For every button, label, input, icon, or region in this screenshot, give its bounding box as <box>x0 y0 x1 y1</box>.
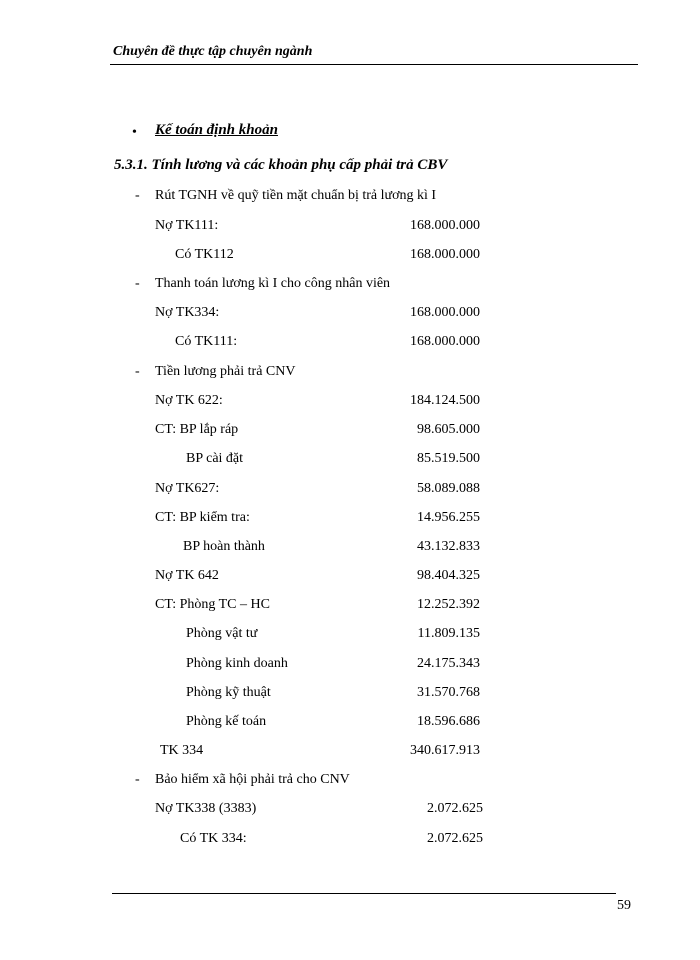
group-dash: - <box>135 188 140 203</box>
header-rule <box>110 64 638 65</box>
entry-amount: 31.570.768 <box>417 685 480 700</box>
entry-amount: 2.072.625 <box>427 801 483 816</box>
page-header-title: Chuyên đề thực tập chuyên ngành <box>113 44 313 59</box>
bullet-title: Kế toán định khoản <box>155 122 278 138</box>
entry-amount: 184.124.500 <box>410 393 480 408</box>
entry-label: CT: BP lắp ráp <box>155 422 239 437</box>
entry-amount: 98.404.325 <box>417 568 480 583</box>
group-title: Tiền lương phải trả CNV <box>155 364 296 379</box>
entry-amount: 18.596.686 <box>417 714 480 729</box>
entry-label: BP cài đặt <box>186 451 244 466</box>
group-dash: - <box>135 364 140 379</box>
entry-amount: 12.252.392 <box>417 597 480 612</box>
entry-label: CT: BP kiểm tra: <box>155 510 250 525</box>
entry-amount: 58.089.088 <box>417 481 480 496</box>
entry-amount: 98.605.000 <box>417 422 480 437</box>
group-dash: - <box>135 772 140 787</box>
group-title: Rút TGNH về quỹ tiền mặt chuẩn bị trả lương kì I <box>155 188 437 203</box>
entry-amount: 168.000.000 <box>410 218 480 233</box>
entry-label: CT: Phòng TC – HC <box>155 597 270 612</box>
entry-label: TK 334 <box>160 743 204 758</box>
entry-label: Nợ TK338 (3383) <box>155 801 257 816</box>
entry-amount: 2.072.625 <box>427 831 483 846</box>
entry-label: Nợ TK 622: <box>155 393 223 408</box>
footer-rule <box>112 893 616 894</box>
entry-amount: 340.617.913 <box>410 743 480 758</box>
entry-amount: 11.809.135 <box>417 626 480 641</box>
entry-amount: 85.519.500 <box>417 451 480 466</box>
group-title: Thanh toán lương kì I cho công nhân viên <box>155 276 391 291</box>
entry-label: Có TK111: <box>175 334 238 349</box>
entry-amount: 168.000.000 <box>410 247 480 262</box>
entry-amount: 168.000.000 <box>410 334 480 349</box>
entry-label: Phòng kinh doanh <box>186 656 288 671</box>
entry-label: Nợ TK 642 <box>155 568 219 583</box>
entry-amount: 43.132.833 <box>417 539 480 554</box>
entry-label: Phòng kế toán <box>186 714 267 729</box>
group-dash: - <box>135 276 140 291</box>
entry-label: Phòng vật tư <box>186 626 258 641</box>
section-heading: 5.3.1. Tính lương và các khoản phụ cấp phải trả CBV <box>114 157 448 173</box>
entry-label: Nợ TK627: <box>155 481 220 496</box>
entry-label: BP hoàn thành <box>183 539 265 554</box>
bullet-dot: • <box>132 125 137 140</box>
entry-amount: 14.956.255 <box>417 510 480 525</box>
entry-amount: 168.000.000 <box>410 305 480 320</box>
entry-label: Có TK 334: <box>180 831 247 846</box>
entry-label: Có TK112 <box>175 247 234 262</box>
page-number: 59 <box>617 898 631 913</box>
entry-label: Phòng kỹ thuật <box>186 685 271 700</box>
entry-amount: 24.175.343 <box>417 656 480 671</box>
entry-label: Nợ TK334: <box>155 305 220 320</box>
group-title: Bảo hiểm xã hội phải trả cho CNV <box>155 772 350 787</box>
entry-label: Nợ TK111: <box>155 218 219 233</box>
